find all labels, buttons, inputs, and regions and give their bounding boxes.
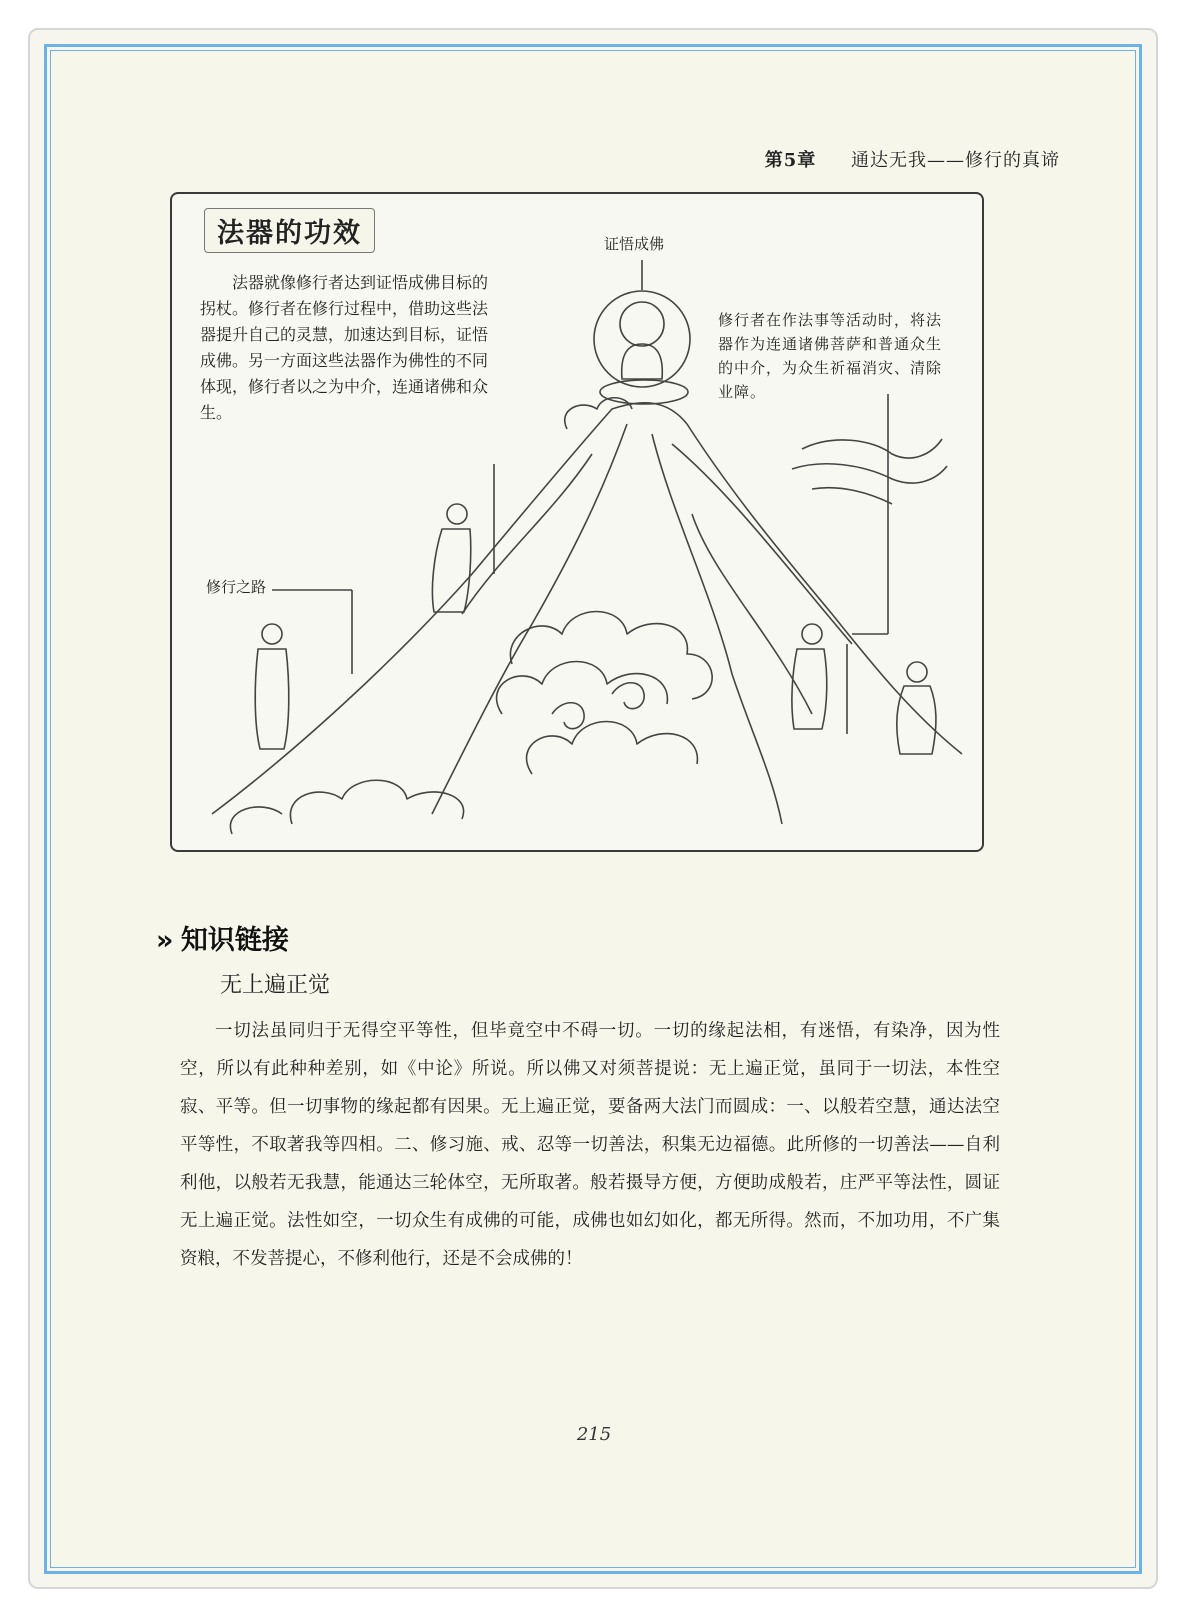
label-practice-path: 修行之路 bbox=[206, 578, 267, 596]
cloud-swirl-right bbox=[792, 439, 947, 504]
chapter-number: 第5章 bbox=[764, 150, 817, 171]
monk-standing bbox=[255, 624, 289, 749]
label-enlightenment: 证悟成佛 bbox=[604, 235, 665, 253]
monk-climbing bbox=[432, 464, 494, 612]
cloud-cluster-center bbox=[497, 612, 713, 775]
illustration-description: 法器就像修行者达到证悟成佛目标的拐杖。修行者在修行过程中，借助这些法器提升自己的灵慧，加速达到目标，证悟成佛。另一方面这些法器作为佛性的不同体现，修行者以之为中介，连通诸佛和众生。 bbox=[200, 273, 489, 422]
monk-right-standing bbox=[792, 624, 847, 734]
running-header bbox=[765, 146, 1060, 172]
cloud-cluster-left bbox=[230, 780, 463, 834]
double-chevron-icon: » bbox=[156, 925, 168, 956]
chapter-title: 通达无我——修行的真谛 bbox=[851, 150, 1060, 171]
buddha-halo bbox=[594, 291, 690, 387]
illustration-title: 法器的功效 bbox=[204, 208, 375, 253]
mountain-outline bbox=[212, 403, 962, 814]
knowledge-subtitle: 无上遍正觉 bbox=[220, 973, 331, 998]
page-number: 215 bbox=[576, 1424, 612, 1445]
knowledge-body: 一切法虽同归于无得空平等性，但毕竟空中不碍一切。一切的缘起法相，有迷悟，有染净，因为性空，所以有此种种差别，如《中论》所说。所以佛又对须菩提说：无上遍正觉，虽同于一切法，本性空寂、平等。但一切事物的缘起都有因果。无上遍正觉，要备两大法门而圆成：一、以般若空慧，通达法空平等性，不取著我等四相。二、修习施、戒、忍等一切善法，积集无边福德。此所修的一切善法——自利利他，以般若无我慧，能通达三轮体空，无所取著。般若摄导方便，方便助成般若，庄严平等法性，圆证无上遍正觉。法性如空，一切众生有成佛的可能，成佛也如幻如化，都无所得。然而，不加功用，不广集资粮，不发菩提心，不修利他行，还是不会成佛的！ bbox=[180, 1021, 1000, 1269]
lotus-throne bbox=[600, 380, 688, 404]
label-ritual-instruments: 修行者在作法事等活动时，将法器作为连通诸佛菩萨和普通众生的中介，为众生祈福消灾、清除业障。 bbox=[718, 311, 943, 401]
knowledge-link-heading bbox=[156, 918, 289, 957]
knowledge-link-title: 知识链接 bbox=[180, 925, 289, 956]
buddha-figure bbox=[622, 344, 663, 379]
monk-right-kneeling bbox=[897, 662, 936, 754]
